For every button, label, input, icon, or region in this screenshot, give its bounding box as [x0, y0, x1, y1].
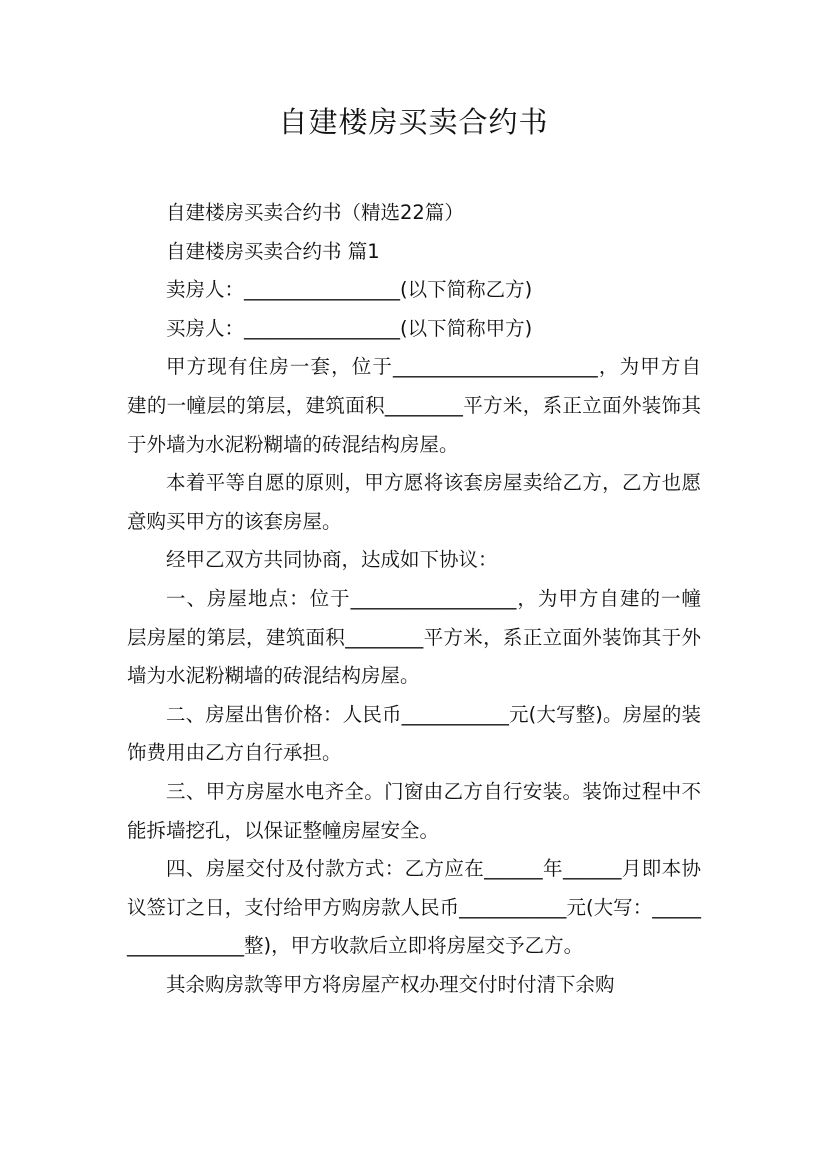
paragraph-section-heading: 自建楼房买卖合约书 篇1 — [166, 239, 380, 263]
paragraph-clause-4: 四、房屋交付及付款方式：乙方应在______年______月即本协议签订之日，支付给甲方购房款人民币___________元(大写：_________________整)，甲方收款后立即将房屋交予乙方。 — [127, 857, 701, 958]
paragraph-subtitle: 自建楼房买卖合约书（精选22篇） — [166, 201, 464, 224]
paragraph-clause-1: 一、房屋地点：位于_________________，为甲方自建的一幢层房屋的第层，建筑面积________平方米，系正立面外装饰其于外墙为水泥粉糊墙的砖混结构房屋。 — [127, 586, 701, 688]
paragraph-remaining-payment: 其余购房款等甲方将房屋产权办理交付时付清下余购 — [166, 972, 615, 996]
paragraph-clause-2: 二、房屋出售价格：人民币___________元(大写整)。房屋的装饰费用由乙方自行承担。 — [127, 702, 701, 765]
paragraph-buyer: 买房人：________________(以下简称甲方) — [166, 316, 533, 340]
paragraph-principle: 本着平等自愿的原则，甲方愿将该套房屋卖给乙方，乙方也愿意购买甲方的该套房屋。 — [127, 471, 701, 533]
document-body — [127, 194, 701, 1004]
paragraph-property-description: 甲方现有住房一套，位于_____________________，为甲方自建的一幢层的第层，建筑面积________平方米，系正立面外装饰其于外墙为水泥粉糊墙的砖混结构房屋。 — [127, 355, 701, 456]
paragraph-clause-3: 三、甲方房屋水电齐全。门窗由乙方自行安装。装饰过程中不能拆墙挖孔，以保证整幢房屋安全。 — [127, 779, 701, 842]
document-title: 自建楼房买卖合约书 — [278, 105, 549, 139]
paragraph-seller: 卖房人：________________(以下简称乙方) — [166, 278, 533, 302]
paragraph-agreement-intro: 经甲乙双方共同协商，达成如下协议： — [166, 548, 498, 572]
